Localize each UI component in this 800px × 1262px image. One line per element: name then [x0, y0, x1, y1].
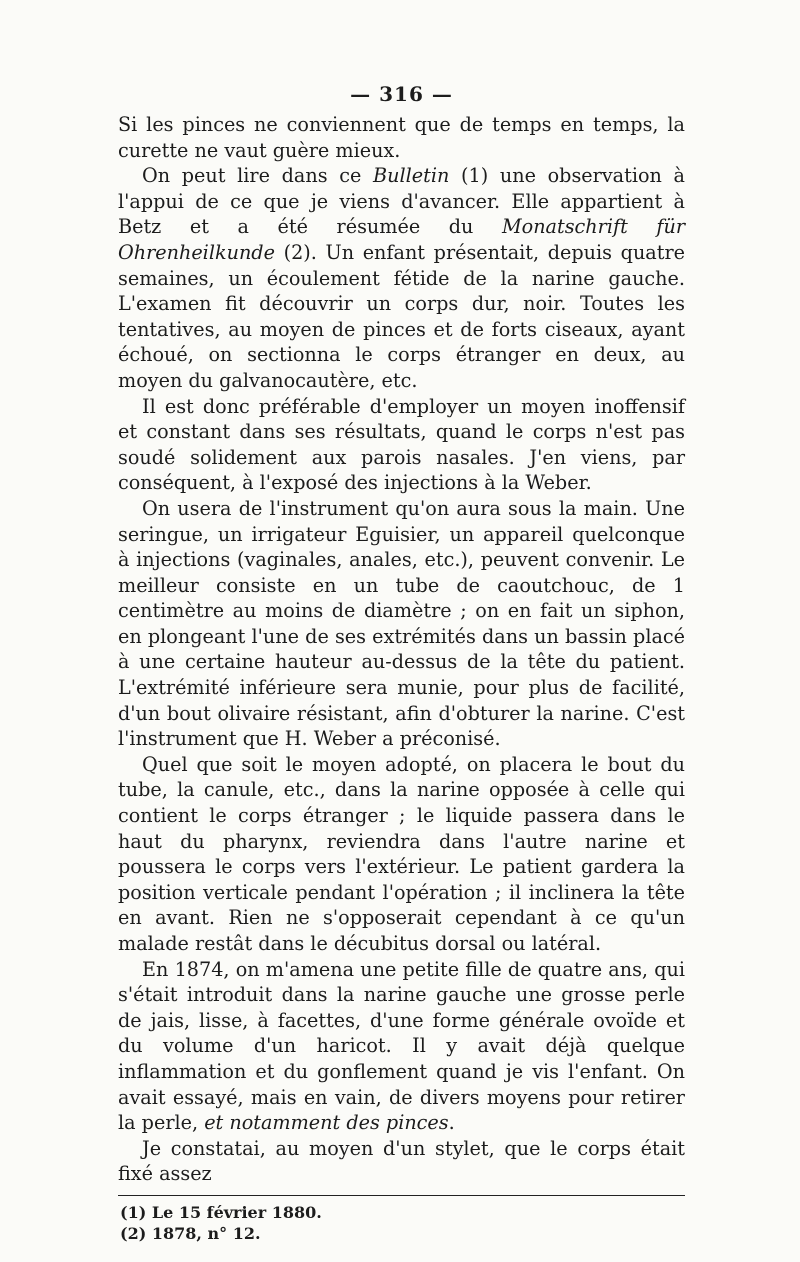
paragraph-5: Quel que soit le moyen adopté, on placera le bout du tube, la canule, etc., dans la narine opposée à celle qui contient le corps étranger ; le liquide passera dans le haut du pharynx, reviendra dans l'autre narine et poussera le corps vers l'extérieur. Le patient gardera la position verticale pendant l'opération ; il inclinera la tête en avant. Rien ne s'opposerait cependant à ce qu'un malade restât dans le décubitus dorsal ou latéral.	[118, 752, 685, 955]
footnote-divider	[118, 1195, 685, 1196]
emphasis-pinces: et notamment des pinces	[204, 1111, 449, 1135]
paragraph-3: Il est donc préférable d'employer un moyen inoffensif et constant dans ses résultats, quand le corps n'est pas soudé solidement aux parois nasales. J'en viens, par conséquent, à l'exposé des injections à la Weber.	[118, 394, 685, 495]
journal-title-bulletin: Bulletin	[373, 164, 450, 188]
footnote-2: (2) 1878, n° 12.	[120, 1223, 261, 1243]
journal-title-monatschrift: Monatschrift für Ohrenheilkunde	[118, 215, 685, 264]
footnotes	[118, 1202, 685, 1244]
paragraph-7: Je constatai, au moyen d'un stylet, que le corps était fixé assez	[118, 1136, 685, 1186]
page-number: — 316 —	[350, 82, 453, 106]
paragraph-4: On usera de l'instrument qu'on aura sous la main. Une seringue, un irrigateur Eguisier, un appareil quelconque à injections (vaginales, anales, etc.), peuvent convenir. Le meilleur consiste en un tube de caoutchouc, de 1 centimètre au moins de diamètre ; on en fait un siphon, en plongeant l'une de ses extrémités dans un bassin placé à une certaine hauteur au-dessus de la tête du patient. L'extrémité inférieure sera munie, pour plus de facilité, d'un bout olivaire résistant, afin d'obturer la narine. C'est l'instrument que H. Weber a préconisé.	[118, 496, 685, 751]
book-page	[118, 82, 685, 1244]
footnote-1: (1) Le 15 février 1880.	[120, 1202, 322, 1222]
paragraph-6: En 1874, on m'amena une petite fille de quatre ans, qui s'était introduit dans la narine gauche une grosse perle de jais, lisse, à facettes, d'une forme générale ovoïde et du volume d'un haricot. Il y avait déjà quelque inflammation et du gonflement quand je vis l'enfant. On avait essayé, mais en vain, de divers moyens pour retirer la perle, et notamment des pinces.	[118, 957, 685, 1135]
paragraph-2: On peut lire dans ce Bulletin (1) une observation à l'appui de ce que je viens d'avancer. Elle appartient à Betz et a été résumée du Monatschrift für Ohrenheilkunde (2). Un enfant présentait, depuis quatre semaines, un écoulement fétide de la narine gauche. L'examen fit découvrir un corps dur, noir. Toutes les tentatives, au moyen de pinces et de forts ciseaux, ayant échoué, on sectionna le corps étranger en deux, au moyen du galvanocautère, etc.	[118, 164, 685, 392]
paragraph-1: Si les pinces ne conviennent que de temps en temps, la curette ne vaut guère mieux.	[118, 113, 685, 162]
